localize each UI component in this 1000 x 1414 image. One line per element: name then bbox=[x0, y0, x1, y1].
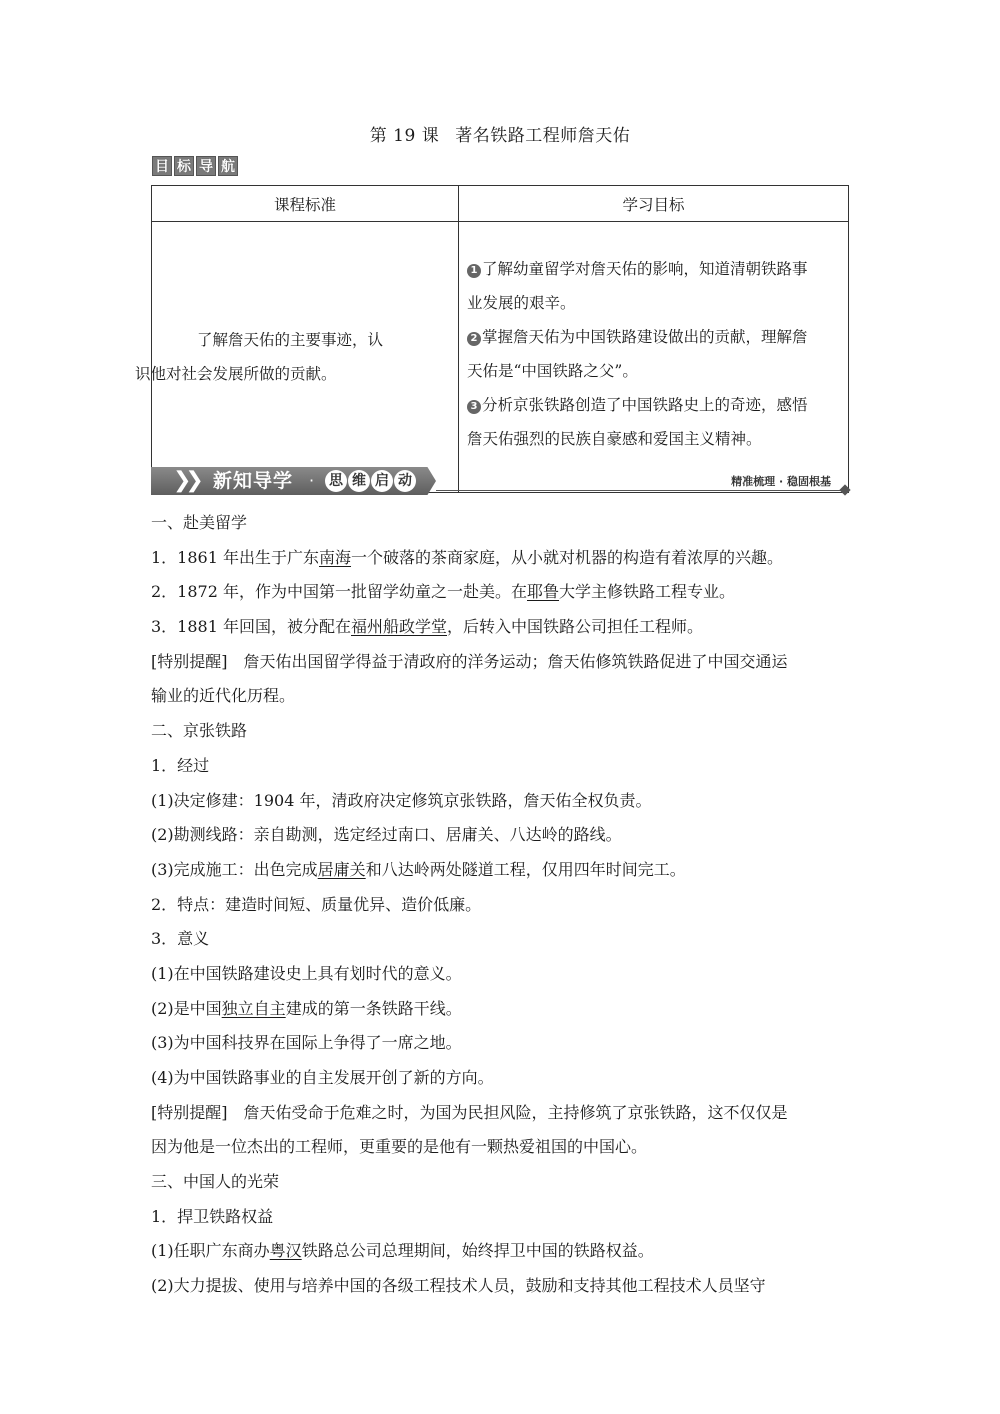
goal-line: 詹天佑强烈的民族自豪感和爱国主义精神。 bbox=[467, 430, 762, 448]
learning-goals-cell bbox=[459, 222, 849, 493]
underlined-term: 南海 bbox=[319, 547, 352, 567]
header-course-standard: 课程标准 bbox=[152, 186, 459, 222]
banner-dot: · bbox=[309, 471, 315, 490]
text-line: (2)勘测线路：亲自勘测，选定经过南口、居庸关、八达岭的路线。 bbox=[151, 825, 622, 845]
text-line: 输业的近代化历程。 bbox=[151, 686, 296, 706]
pill-char: 启 bbox=[371, 470, 393, 492]
text-line: (3)完成施工：出色完成居庸关和八达岭两处隧道工程，仅用四年时间完工。 bbox=[151, 859, 686, 879]
standard-line: 了解詹天佑的主要事迹，认 bbox=[197, 331, 384, 349]
goal-navigation-badge bbox=[152, 156, 238, 176]
banner-rule bbox=[436, 490, 843, 491]
text-line: 3．意义 bbox=[151, 929, 210, 949]
text-line: 因为他是一位杰出的工程师，更重要的是他有一颗热爱祖国的中国心。 bbox=[151, 1137, 648, 1157]
page-title bbox=[0, 121, 1000, 146]
course-standard-cell bbox=[135, 222, 459, 493]
badge-char: 航 bbox=[218, 156, 238, 176]
header-learning-goals: 学习目标 bbox=[459, 186, 849, 222]
number-2-icon: 2 bbox=[467, 332, 481, 346]
standard-line: 识他对社会发展所做的贡献。 bbox=[135, 365, 337, 383]
goal-item bbox=[467, 320, 834, 388]
number-1-icon: 1 bbox=[467, 264, 481, 278]
pill-char: 思 bbox=[325, 470, 347, 492]
double-chevron-icon: ❯❯ bbox=[173, 468, 198, 493]
pill-char: 动 bbox=[394, 470, 416, 492]
diamond-icon bbox=[839, 484, 850, 495]
text-line: [特别提醒] 詹天佑受命于危难之时，为国为民担风险，主持修筑了京张铁路，这不仅仅是 bbox=[151, 1102, 788, 1122]
goal-line: 分析京张铁路创造了中国铁路史上的奇迹，感悟 bbox=[482, 396, 808, 414]
badge-char: 目 bbox=[152, 156, 172, 176]
goal-item bbox=[467, 388, 834, 456]
goal-line: 了解幼童留学对詹天佑的影响，知道清朝铁路事 bbox=[482, 260, 808, 278]
text-line: (3)为中国科技界在国际上争得了一席之地。 bbox=[151, 1033, 462, 1053]
underlined-term: 居庸关 bbox=[317, 859, 366, 879]
text-line: 三、中国人的光荣 bbox=[151, 1172, 280, 1192]
pill-char: 维 bbox=[348, 470, 370, 492]
text-line: 1．经过 bbox=[151, 755, 210, 775]
table-header-row bbox=[152, 186, 849, 222]
underlined-term: 福州船政学堂 bbox=[351, 617, 448, 637]
section-banner bbox=[151, 465, 851, 497]
banner-title: 新知导学 bbox=[213, 470, 294, 492]
goal-item bbox=[467, 252, 834, 320]
underlined-term: 独立自主 bbox=[221, 998, 286, 1018]
goal-table bbox=[135, 185, 849, 493]
lesson-number: 第 19 课 bbox=[369, 126, 440, 146]
text-line: (2)大力提拔、使用与培养中国的各级工程技术人员，鼓励和支持其他工程技术人员坚守 bbox=[151, 1276, 766, 1296]
underlined-term: 粤汉 bbox=[269, 1241, 302, 1261]
table-row bbox=[152, 222, 849, 493]
badge-char: 标 bbox=[174, 156, 194, 176]
lesson-name: 著名铁路工程师詹天佑 bbox=[455, 126, 631, 146]
banner-pills bbox=[325, 470, 416, 492]
text-line: (1)任职广东商办粤汉铁路总公司总理期间，始终捍卫中国的铁路权益。 bbox=[151, 1241, 654, 1261]
text-line: (1)决定修建：1904 年，清政府决定修筑京张铁路，詹天佑全权负责。 bbox=[151, 790, 652, 810]
body-text bbox=[151, 506, 851, 1304]
text-line: (2)是中国独立自主建成的第一条铁路干线。 bbox=[151, 998, 462, 1018]
goal-line: 掌握詹天佑为中国铁路建设做出的贡献，理解詹 bbox=[482, 328, 808, 346]
badge-char: 导 bbox=[196, 156, 216, 176]
text-line: 2．1872 年，作为中国第一批留学幼童之一赴美。在耶鲁大学主修铁路工程专业。 bbox=[151, 582, 736, 602]
text-line: 1．捍卫铁路权益 bbox=[151, 1206, 274, 1226]
text-line: 3．1881 年回国，被分配在福州船政学堂，后转入中国铁路公司担任工程师。 bbox=[151, 617, 704, 637]
text-line: (4)为中国铁路事业的自主发展开创了新的方向。 bbox=[151, 1068, 494, 1087]
text-line: [特别提醒] 詹天佑出国留学得益于清政府的洋务运动；詹天佑修筑铁路促进了中国交通运 bbox=[151, 651, 788, 671]
text-line: (1)在中国铁路建设史上具有划时代的意义。 bbox=[151, 963, 462, 983]
text-line: 二、京张铁路 bbox=[151, 721, 248, 741]
goal-line: 天佑是“中国铁路之父”。 bbox=[467, 362, 638, 380]
text-line: 2．特点：建造时间短、质量优异、造价低廉。 bbox=[151, 894, 482, 914]
banner-subtitle: 精准梳理 · 稳固根基 bbox=[731, 475, 831, 488]
text-line: 一、赴美留学 bbox=[151, 513, 248, 532]
goal-line: 业发展的艰辛。 bbox=[467, 294, 576, 312]
underlined-term: 耶鲁 bbox=[527, 582, 560, 602]
number-3-icon: 3 bbox=[467, 400, 481, 414]
text-line: 1．1861 年出生于广东南海一个破落的茶商家庭，从小就对机器的构造有着浓厚的兴趣。 bbox=[151, 547, 784, 567]
